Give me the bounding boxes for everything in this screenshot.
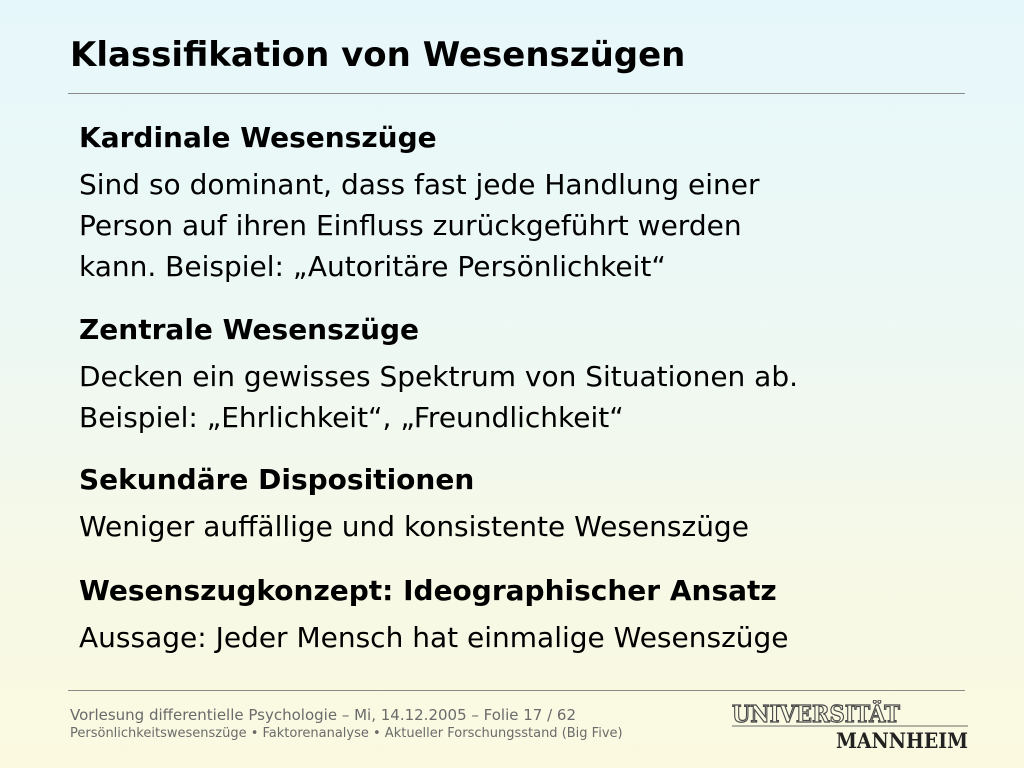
footer-topics: Persönlichkeitswesenszüge • Faktorenanalyse • Aktueller Forschungsstand (Big Five) bbox=[70, 726, 623, 741]
slide-footer bbox=[70, 705, 623, 743]
body-line: Beispiel: „Ehrlichkeit“, „Freundlichkeit“ bbox=[79, 401, 624, 434]
logo-wordmark-universitaet: UNIVERSITÄT bbox=[732, 701, 916, 728]
footer-lecture-info: Vorlesung differentielle Psychologie – Mi, 14.12.2005 – Folie 17 / 62 bbox=[70, 706, 577, 724]
section-body bbox=[79, 506, 979, 547]
section-heading: Zentrale Wesenszüge bbox=[79, 313, 420, 346]
section-sekundaere-dispositionen bbox=[79, 460, 979, 547]
section-zentrale-wesenszuege bbox=[79, 310, 979, 438]
body-line: Aussage: Jeder Mensch hat einmalige Wesenszüge bbox=[79, 621, 789, 654]
slide-content bbox=[79, 118, 979, 658]
footer-divider bbox=[68, 690, 965, 691]
section-heading: Sekundäre Dispositionen bbox=[79, 463, 475, 496]
logo-wordmark-mannheim: MANNHEIM bbox=[836, 728, 968, 752]
body-line: Sind so dominant, dass fast jede Handlung einer bbox=[79, 168, 760, 201]
body-line: Weniger auffällige und konsistente Wesenszüge bbox=[79, 510, 749, 543]
section-heading: Kardinale Wesenszüge bbox=[79, 121, 437, 154]
section-heading: Wesenszugkonzept: Ideographischer Ansatz bbox=[79, 574, 777, 607]
section-kardinale-wesenszuege bbox=[79, 118, 979, 287]
body-line: Decken ein gewisses Spektrum von Situationen ab. bbox=[79, 360, 799, 393]
slide-title: Klassifikation von Wesenszügen bbox=[70, 35, 686, 75]
body-line: kann. Beispiel: „Autoritäre Persönlichkeit“ bbox=[79, 250, 666, 283]
section-body bbox=[79, 356, 979, 438]
section-body bbox=[79, 164, 979, 287]
title-divider bbox=[68, 93, 965, 94]
body-line: Person auf ihren Einfluss zurückgeführt werden bbox=[79, 209, 742, 242]
section-wesenszugkonzept bbox=[79, 571, 979, 658]
section-body bbox=[79, 617, 979, 658]
university-mannheim-logo bbox=[728, 700, 973, 752]
